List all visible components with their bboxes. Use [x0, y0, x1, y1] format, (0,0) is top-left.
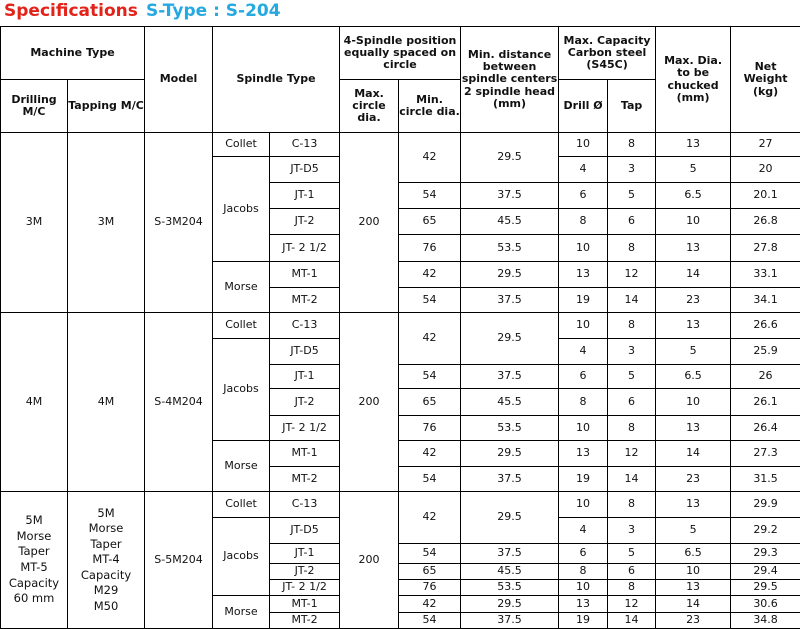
min-circle-cell: 42 — [399, 262, 461, 288]
net-weight-cell: 29.3 — [731, 544, 800, 564]
min-distance-cell: 29.5 — [461, 492, 559, 544]
tapping-mc-text: MT-4 — [68, 552, 144, 568]
header-max-capacity: Max. Capacity Carbon steel (S45C) — [559, 27, 656, 80]
min-circle-cell: 54 — [399, 288, 461, 313]
spindle-cell: JT- 2 1/2 — [270, 416, 340, 441]
drill-cell: 6 — [559, 183, 608, 209]
max-dia-cell: 23 — [656, 288, 731, 313]
drill-cell: 10 — [559, 235, 608, 262]
net-weight-cell: 26.8 — [731, 209, 800, 235]
spindle-cell: JT-D5 — [270, 518, 340, 544]
header-net-weight: Net Weight (kg) — [731, 27, 800, 133]
tap-cell: 6 — [608, 389, 656, 416]
spindle-cell: JT-1 — [270, 365, 340, 389]
max-dia-cell: 14 — [656, 441, 731, 467]
drill-cell: 6 — [559, 544, 608, 564]
min-circle-cell: 54 — [399, 613, 461, 629]
drilling-mc-text: MT-5 — [1, 560, 67, 576]
net-weight-cell: 27 — [731, 133, 800, 157]
drilling-mc-cell — [1, 313, 68, 492]
spindle-cell: C-13 — [270, 492, 340, 518]
net-weight-cell: 26.1 — [731, 389, 800, 416]
drill-cell: 8 — [559, 209, 608, 235]
table-row — [1, 133, 800, 157]
spindle-cell: JT-2 — [270, 564, 340, 580]
min-distance-cell: 45.5 — [461, 209, 559, 235]
header-tapping: Tapping M/C — [68, 80, 145, 133]
min-circle-cell: 42 — [399, 441, 461, 467]
drill-cell: 8 — [559, 564, 608, 580]
model-cell: S-3M204 — [145, 133, 213, 313]
spindle-group-cell: Jacobs — [213, 339, 270, 441]
tap-cell: 6 — [608, 564, 656, 580]
drilling-mc-text: 60 mm — [1, 591, 67, 607]
spindle-group-cell: Collet — [213, 313, 270, 339]
tap-cell: 8 — [608, 133, 656, 157]
spec-table-body — [1, 133, 800, 629]
tap-cell: 8 — [608, 313, 656, 339]
tap-cell: 6 — [608, 209, 656, 235]
drill-cell: 19 — [559, 467, 608, 492]
tap-cell: 14 — [608, 613, 656, 629]
drill-cell: 10 — [559, 580, 608, 596]
net-weight-cell: 29.2 — [731, 518, 800, 544]
net-weight-cell: 29.9 — [731, 492, 800, 518]
min-circle-cell: 65 — [399, 564, 461, 580]
net-weight-cell: 27.3 — [731, 441, 800, 467]
min-circle-cell: 42 — [399, 492, 461, 544]
net-weight-cell: 27.8 — [731, 235, 800, 262]
tap-cell: 5 — [608, 544, 656, 564]
tapping-mc-cell — [68, 313, 145, 492]
header-min-circle: Min. circle dia. — [399, 80, 461, 133]
header-model: Model — [145, 27, 213, 133]
tapping-mc-text: 3M — [68, 216, 144, 228]
spindle-cell: JT-D5 — [270, 157, 340, 183]
drill-cell: 19 — [559, 288, 608, 313]
tap-cell: 14 — [608, 467, 656, 492]
page-title: Specifications — [4, 1, 138, 21]
tapping-mc-text: M29 — [68, 583, 144, 599]
min-distance-cell: 37.5 — [461, 365, 559, 389]
spec-table — [0, 26, 800, 629]
min-distance-cell: 53.5 — [461, 235, 559, 262]
tap-cell: 3 — [608, 157, 656, 183]
tap-cell: 8 — [608, 492, 656, 518]
net-weight-cell: 31.5 — [731, 467, 800, 492]
model-cell: S-5M204 — [145, 492, 213, 629]
net-weight-cell: 26.6 — [731, 313, 800, 339]
header-max-circle: Max. circle dia. — [340, 80, 399, 133]
max-dia-cell: 6.5 — [656, 544, 731, 564]
tap-cell: 3 — [608, 518, 656, 544]
max-dia-cell: 13 — [656, 416, 731, 441]
max-circle-cell: 200 — [340, 492, 399, 629]
tapping-mc-text: Taper — [68, 537, 144, 553]
min-distance-cell: 45.5 — [461, 389, 559, 416]
tap-cell: 5 — [608, 365, 656, 389]
max-dia-cell: 13 — [656, 313, 731, 339]
min-distance-cell: 37.5 — [461, 288, 559, 313]
max-dia-cell: 10 — [656, 564, 731, 580]
min-circle-cell: 42 — [399, 596, 461, 613]
tap-cell: 8 — [608, 416, 656, 441]
drilling-mc-text: 4M — [1, 396, 67, 408]
net-weight-cell: 25.9 — [731, 339, 800, 365]
min-circle-cell: 54 — [399, 365, 461, 389]
min-distance-cell: 29.5 — [461, 133, 559, 183]
drill-cell: 4 — [559, 157, 608, 183]
drill-cell: 4 — [559, 518, 608, 544]
min-distance-cell: 29.5 — [461, 441, 559, 467]
min-distance-cell: 37.5 — [461, 183, 559, 209]
drilling-mc-text: Taper — [1, 544, 67, 560]
max-dia-cell: 14 — [656, 262, 731, 288]
header-four-spindle: 4-Spindle position equally spaced on circle — [340, 27, 461, 80]
spindle-cell: JT- 2 1/2 — [270, 235, 340, 262]
tapping-mc-cell — [68, 133, 145, 313]
spindle-cell: C-13 — [270, 313, 340, 339]
drill-cell: 10 — [559, 416, 608, 441]
spindle-cell: MT-2 — [270, 288, 340, 313]
min-distance-cell: 29.5 — [461, 313, 559, 365]
max-dia-cell: 23 — [656, 613, 731, 629]
max-dia-cell: 5 — [656, 339, 731, 365]
spindle-group-cell: Collet — [213, 133, 270, 157]
spindle-cell: MT-2 — [270, 467, 340, 492]
drilling-mc-text: 5M — [1, 513, 67, 529]
header-tap: Tap — [608, 80, 656, 133]
min-circle-cell: 42 — [399, 133, 461, 183]
tap-cell: 8 — [608, 235, 656, 262]
min-circle-cell: 76 — [399, 416, 461, 441]
net-weight-cell: 20.1 — [731, 183, 800, 209]
max-dia-cell: 10 — [656, 389, 731, 416]
max-dia-cell: 13 — [656, 580, 731, 596]
spindle-cell: MT-1 — [270, 596, 340, 613]
net-weight-cell: 34.1 — [731, 288, 800, 313]
tap-cell: 14 — [608, 288, 656, 313]
spindle-cell: JT-2 — [270, 209, 340, 235]
header-drilling: Drilling M/C — [1, 80, 68, 133]
tapping-mc-cell — [68, 492, 145, 629]
net-weight-cell: 26.4 — [731, 416, 800, 441]
max-dia-cell: 10 — [656, 209, 731, 235]
drill-cell: 19 — [559, 613, 608, 629]
tap-cell: 8 — [608, 580, 656, 596]
tap-cell: 12 — [608, 596, 656, 613]
max-dia-cell: 6.5 — [656, 365, 731, 389]
net-weight-cell: 34.8 — [731, 613, 800, 629]
spindle-cell: MT-2 — [270, 613, 340, 629]
max-circle-cell: 200 — [340, 313, 399, 492]
drilling-mc-text: Morse — [1, 529, 67, 545]
spindle-cell: MT-1 — [270, 441, 340, 467]
spindle-cell: JT-1 — [270, 183, 340, 209]
max-dia-cell: 23 — [656, 467, 731, 492]
max-dia-cell: 5 — [656, 157, 731, 183]
spindle-cell: MT-1 — [270, 262, 340, 288]
drill-cell: 10 — [559, 492, 608, 518]
tap-cell: 3 — [608, 339, 656, 365]
drill-cell: 6 — [559, 365, 608, 389]
drill-cell: 10 — [559, 313, 608, 339]
max-circle-cell: 200 — [340, 133, 399, 313]
header-max-dia: Max. Dia. to be chucked (mm) — [656, 27, 731, 133]
tapping-mc-text: 4M — [68, 396, 144, 408]
drill-cell: 13 — [559, 262, 608, 288]
min-circle-cell: 76 — [399, 580, 461, 596]
drill-cell: 10 — [559, 133, 608, 157]
spindle-group-cell: Morse — [213, 596, 270, 629]
header-spindle-type: Spindle Type — [213, 27, 340, 133]
tap-cell: 5 — [608, 183, 656, 209]
net-weight-cell: 33.1 — [731, 262, 800, 288]
min-circle-cell: 65 — [399, 389, 461, 416]
spindle-group-cell: Morse — [213, 262, 270, 313]
table-row — [1, 492, 800, 518]
page-header — [0, 0, 800, 26]
min-distance-cell: 45.5 — [461, 564, 559, 580]
net-weight-cell: 29.5 — [731, 580, 800, 596]
spindle-group-cell: Jacobs — [213, 518, 270, 596]
drilling-mc-text: 3M — [1, 216, 67, 228]
spindle-group-cell: Jacobs — [213, 157, 270, 262]
drill-cell: 13 — [559, 596, 608, 613]
tapping-mc-text: 5M — [68, 506, 144, 522]
tapping-mc-text: M50 — [68, 599, 144, 615]
min-distance-cell: 53.5 — [461, 416, 559, 441]
page-subtitle: S-Type : S-204 — [146, 1, 281, 21]
max-dia-cell: 13 — [656, 492, 731, 518]
min-distance-cell: 37.5 — [461, 544, 559, 564]
min-circle-cell: 54 — [399, 544, 461, 564]
table-row — [1, 313, 800, 339]
tapping-mc-text: Morse — [68, 521, 144, 537]
net-weight-cell: 20 — [731, 157, 800, 183]
spindle-cell: JT-1 — [270, 544, 340, 564]
net-weight-cell: 30.6 — [731, 596, 800, 613]
min-distance-cell: 29.5 — [461, 262, 559, 288]
drill-cell: 4 — [559, 339, 608, 365]
min-distance-cell: 37.5 — [461, 467, 559, 492]
min-circle-cell: 54 — [399, 183, 461, 209]
spindle-cell: JT-D5 — [270, 339, 340, 365]
min-distance-cell: 53.5 — [461, 580, 559, 596]
min-circle-cell: 42 — [399, 313, 461, 365]
spindle-cell: JT-2 — [270, 389, 340, 416]
drill-cell: 13 — [559, 441, 608, 467]
spindle-cell: C-13 — [270, 133, 340, 157]
header-machine-type: Machine Type — [1, 27, 145, 80]
drilling-mc-text: Capacity — [1, 576, 67, 592]
net-weight-cell: 26 — [731, 365, 800, 389]
max-dia-cell: 14 — [656, 596, 731, 613]
spindle-group-cell: Morse — [213, 441, 270, 492]
spindle-cell: JT- 2 1/2 — [270, 580, 340, 596]
max-dia-cell: 6.5 — [656, 183, 731, 209]
net-weight-cell: 29.4 — [731, 564, 800, 580]
min-circle-cell: 76 — [399, 235, 461, 262]
min-circle-cell: 54 — [399, 467, 461, 492]
min-distance-cell: 29.5 — [461, 596, 559, 613]
drill-cell: 8 — [559, 389, 608, 416]
max-dia-cell: 13 — [656, 133, 731, 157]
tapping-mc-text: Capacity — [68, 568, 144, 584]
model-cell: S-4M204 — [145, 313, 213, 492]
header-min-distance: Min. distance between spindle centers 2 spindle head (mm) — [461, 27, 559, 133]
min-distance-cell: 37.5 — [461, 613, 559, 629]
header-drill: Drill Ø — [559, 80, 608, 133]
tap-cell: 12 — [608, 441, 656, 467]
drilling-mc-cell — [1, 133, 68, 313]
max-dia-cell: 13 — [656, 235, 731, 262]
drilling-mc-cell — [1, 492, 68, 629]
min-circle-cell: 65 — [399, 209, 461, 235]
spindle-group-cell: Collet — [213, 492, 270, 518]
max-dia-cell: 5 — [656, 518, 731, 544]
tap-cell: 12 — [608, 262, 656, 288]
